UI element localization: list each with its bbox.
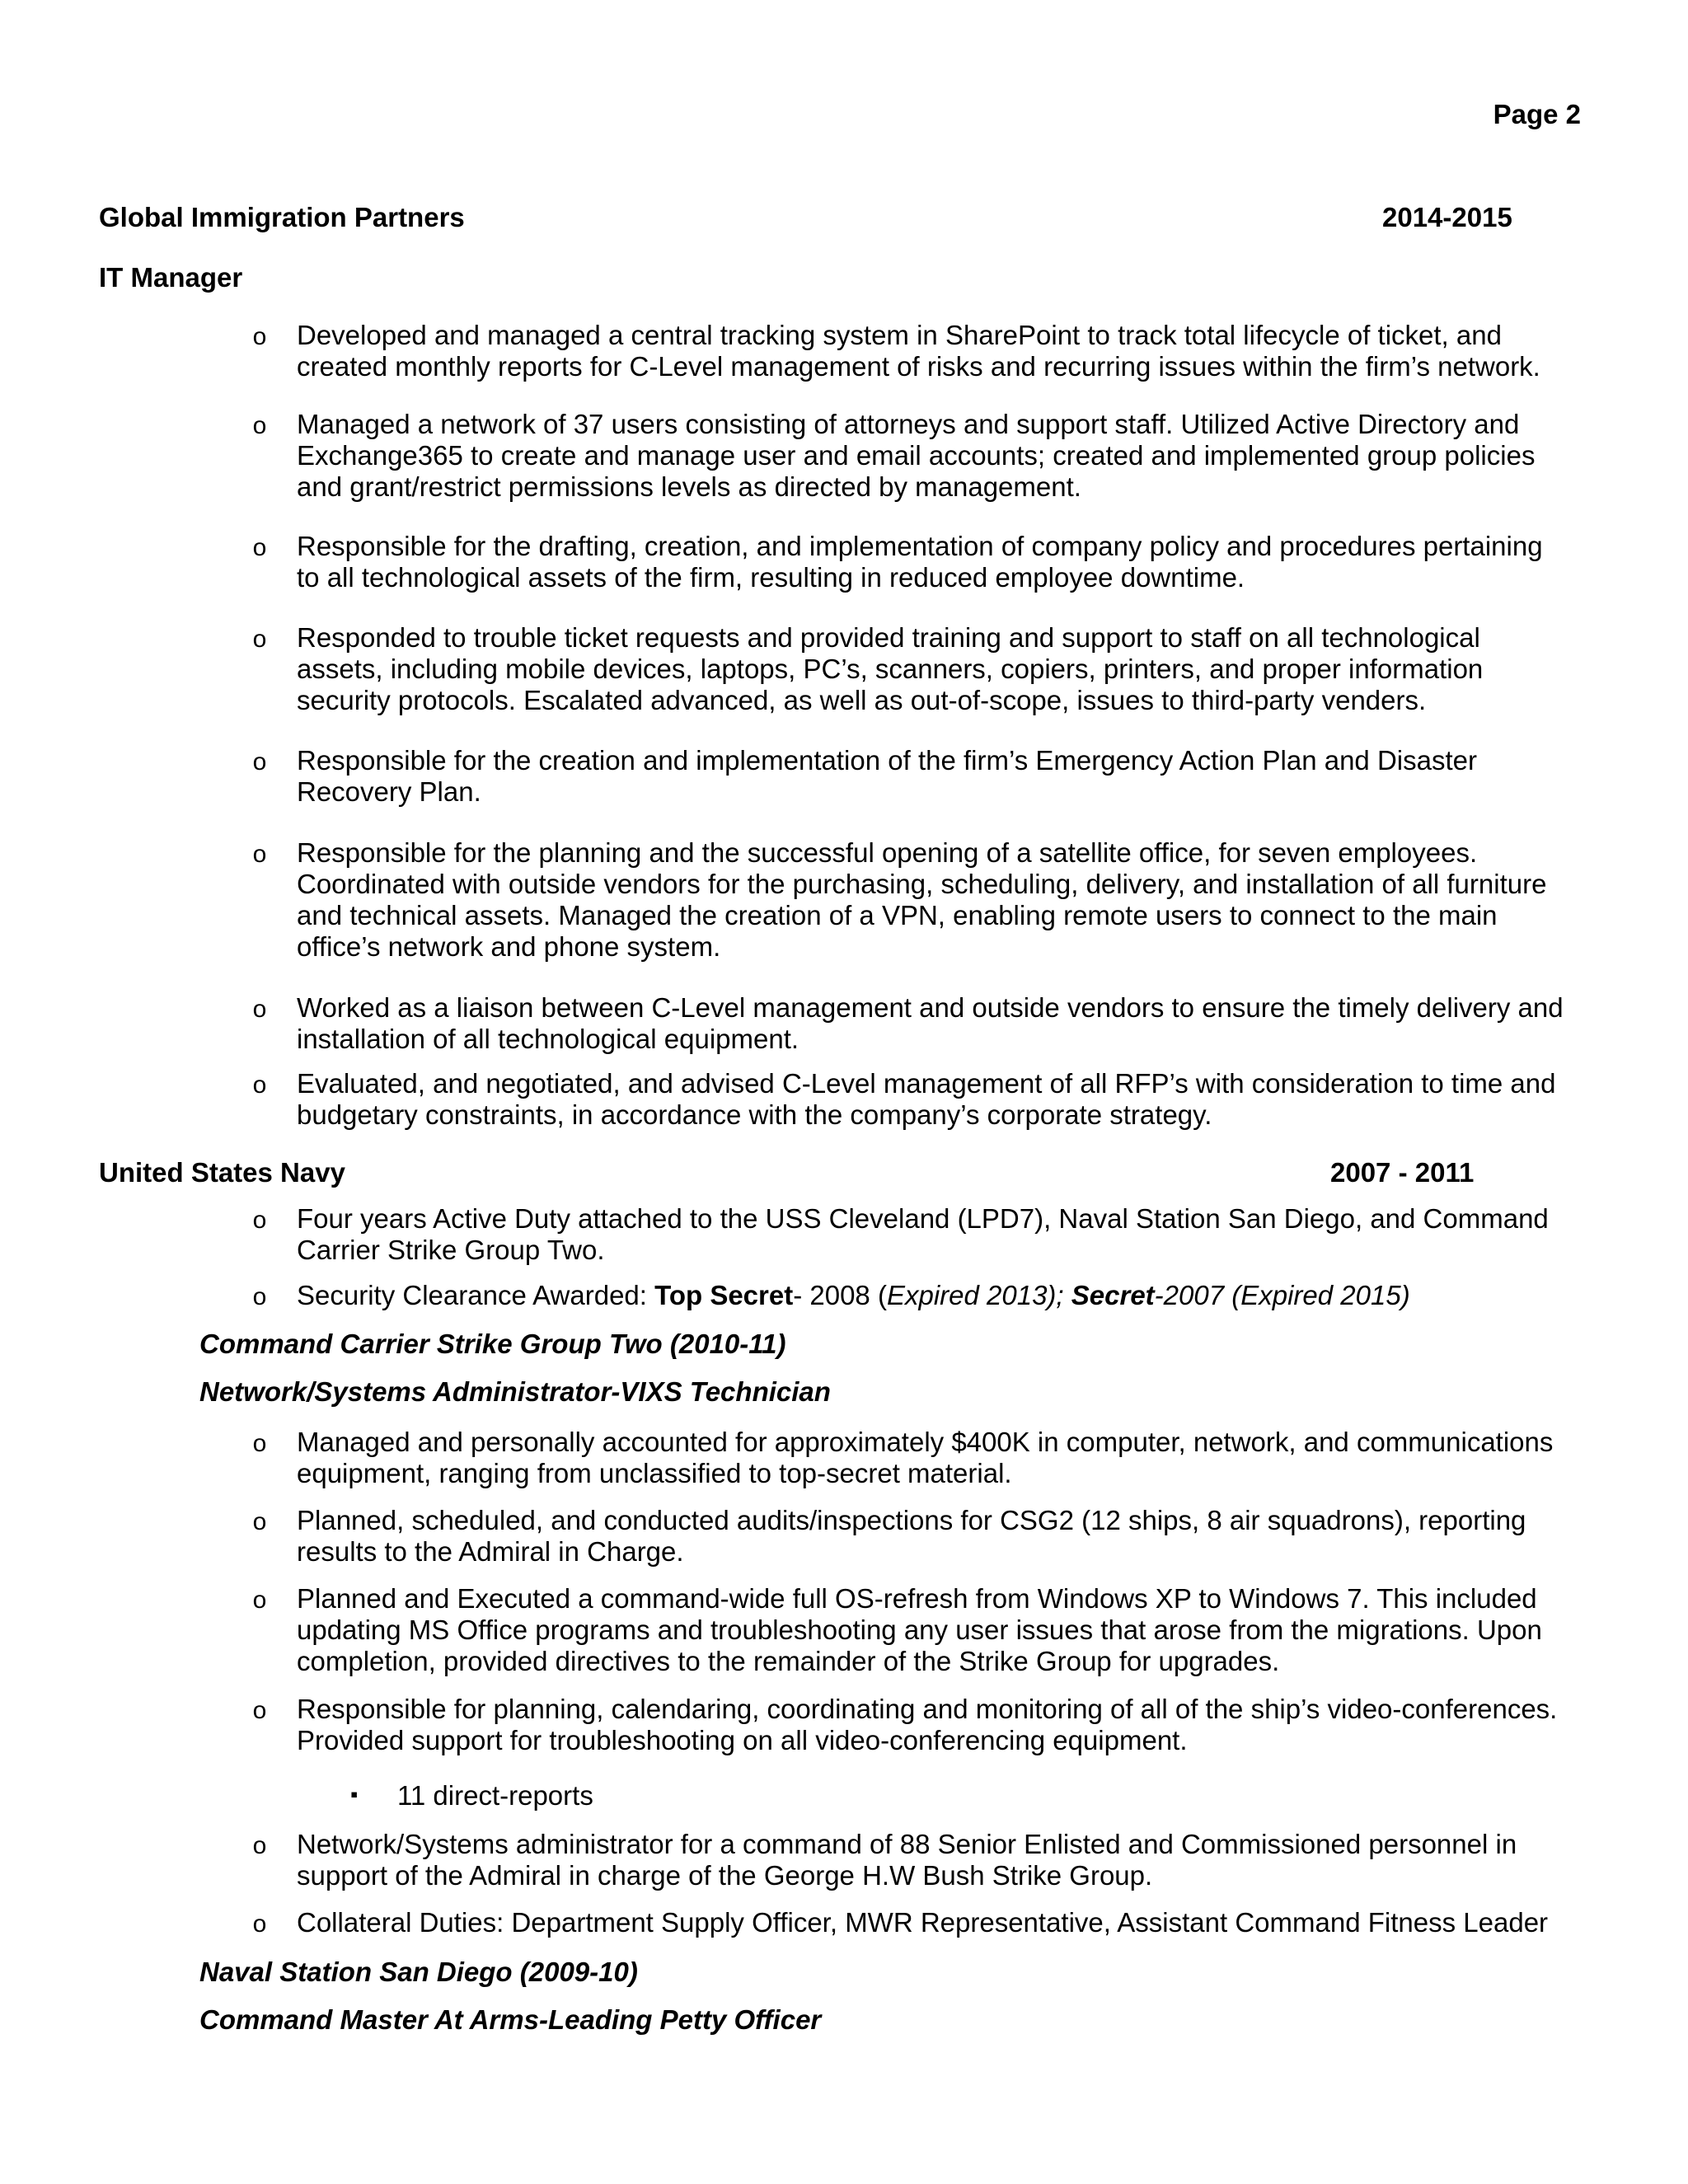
bullet-text: [297, 531, 1582, 593]
line: Responsible for the planning and the successful opening of a satellite office, for seven employees.: [297, 837, 1478, 868]
sub-bullet-marker: ▪: [350, 1782, 359, 1807]
bullet-text: [297, 1694, 1582, 1756]
line: Provided support for troubleshooting on all video-conferencing equipment.: [297, 1725, 1188, 1755]
bullet-text: [297, 992, 1582, 1055]
bullet-text: [297, 745, 1582, 808]
bullet-text: [297, 1068, 1582, 1131]
clearance-text: [297, 1280, 1582, 1311]
line: Managed and personally accounted for approximately $400K in computer, network, and communications: [297, 1427, 1554, 1457]
bullet-marker: o: [252, 1508, 267, 1535]
org-dates: 2014-2015: [1382, 202, 1512, 232]
bullet-marker: o: [252, 1697, 267, 1724]
org-name: Global Immigration Partners: [99, 202, 465, 232]
line: Planned, scheduled, and conducted audits/inspections for CSG2 (12 ships, 8 air squadrons), reporting: [297, 1505, 1526, 1535]
bullet-marker: o: [252, 1832, 267, 1859]
line: Managed a network of 37 users consisting of attorneys and support staff. Utilized Active Directory and: [297, 409, 1520, 439]
org-dates: 2007 - 2011: [1330, 1157, 1475, 1188]
line: security protocols. Escalated advanced, as well as out-of-scope, issues to third-party venders.: [297, 685, 1427, 715]
line: to all technological assets of the firm, resulting in reduced employee downtime.: [297, 562, 1245, 593]
bullet-marker: o: [252, 1910, 267, 1938]
bullet-marker: o: [252, 996, 267, 1023]
clearance-secret-rest: -2007 (Expired 2015): [1154, 1280, 1410, 1310]
bullet-marker: o: [252, 626, 267, 653]
bullet-marker: o: [252, 841, 267, 868]
role-heading: Command Master At Arms-Leading Petty Officer: [199, 2004, 822, 2035]
clearance-ts-expiry: Expired 2013);: [886, 1280, 1071, 1310]
line: Worked as a liaison between C-Level management and outside vendors to ensure the timely delivery and: [297, 992, 1564, 1023]
bullet-text: [297, 1829, 1582, 1891]
bullet-marker: o: [252, 1283, 267, 1310]
bullet-marker: o: [252, 1586, 267, 1614]
line: and grant/restrict permissions levels as directed by management.: [297, 471, 1081, 502]
line: updating MS Office programs and troubleshooting any user issues that arose from the migrations. Upon: [297, 1615, 1542, 1645]
line: results to the Admiral in Charge.: [297, 1536, 684, 1567]
line: equipment, ranging from unclassified to top-secret material.: [297, 1458, 1012, 1488]
unit-heading: Command Carrier Strike Group Two (2010-11): [199, 1329, 786, 1359]
role-heading: Network/Systems Administrator-VIXS Technician: [199, 1376, 831, 1407]
page-number: Page 2: [1493, 99, 1581, 129]
line: Responded to trouble ticket requests and provided training and support to staff on all technological: [297, 622, 1480, 653]
bullet-text: [297, 1583, 1582, 1677]
line: completion, provided directives to the remainder of the Strike Group for upgrades.: [297, 1646, 1280, 1676]
bullet-marker: o: [252, 412, 267, 439]
clearance-ts-year: - 2008 (: [793, 1280, 887, 1310]
job-title: IT Manager: [99, 262, 243, 293]
bullet-marker: o: [252, 534, 267, 561]
line: Developed and managed a central tracking system in SharePoint to track total lifecycle of ticket, and: [297, 320, 1502, 350]
bullet-marker: o: [252, 1430, 267, 1457]
sub-bullet-text: 11 direct-reports: [397, 1780, 593, 1811]
line: Carrier Strike Group Two.: [297, 1235, 605, 1265]
line: Evaluated, and negotiated, and advised C-Level management of all RFP’s with consideration to time and: [297, 1068, 1556, 1099]
line: assets, including mobile devices, laptops, PC’s, scanners, copiers, printers, and proper information: [297, 654, 1484, 684]
line: Responsible for planning, calendaring, coordinating and monitoring of all of the ship’s video-conferences.: [297, 1694, 1558, 1724]
line: and technical assets. Managed the creation of a VPN, enabling remote users to connect to the main: [297, 900, 1498, 930]
bullet-marker: o: [252, 1071, 267, 1099]
line: Coordinated with outside vendors for the purchasing, scheduling, delivery, and installation of all furniture: [297, 869, 1547, 899]
org-name: United States Navy: [99, 1157, 345, 1188]
line: created monthly reports for C-Level management of risks and recurring issues within the firm’s network.: [297, 351, 1540, 382]
bullet-text: [297, 1203, 1582, 1266]
line: Responsible for the drafting, creation, and implementation of company policy and procedures pertaining: [297, 531, 1543, 561]
bullet-text: [297, 837, 1582, 963]
bullet-text: [297, 622, 1582, 716]
bullet-text: [297, 409, 1582, 503]
bullet-text: [297, 1505, 1582, 1568]
clearance-prefix: Security Clearance Awarded:: [297, 1280, 655, 1310]
clearance-top-secret: Top Secret: [654, 1280, 794, 1310]
line: Responsible for the creation and implementation of the firm’s Emergency Action Plan and Disaster: [297, 745, 1477, 776]
line: office’s network and phone system.: [297, 931, 721, 962]
bullet-marker: o: [252, 323, 267, 350]
line: Recovery Plan.: [297, 776, 481, 807]
line: budgetary constraints, in accordance with the company’s corporate strategy.: [297, 1099, 1212, 1130]
line: Network/Systems administrator for a command of 88 Senior Enlisted and Commissioned personnel in: [297, 1829, 1517, 1859]
bullet-text: [297, 1907, 1582, 1938]
line: installation of all technological equipment.: [297, 1024, 799, 1054]
line: support of the Admiral in charge of the George H.W Bush Strike Group.: [297, 1860, 1153, 1891]
line: Four years Active Duty attached to the USS Cleveland (LPD7), Naval Station San Diego, and Command: [297, 1203, 1549, 1234]
bullet-text: [297, 1427, 1582, 1489]
line: Collateral Duties: Department Supply Officer, MWR Representative, Assistant Command Fitness Leader: [297, 1907, 1549, 1938]
bullet-text: [297, 320, 1582, 382]
clearance-secret: Secret: [1071, 1280, 1155, 1310]
line: Exchange365 to create and manage user and email accounts; created and implemented group policies: [297, 440, 1536, 471]
line: Planned and Executed a command-wide full OS-refresh from Windows XP to Windows 7. This included: [297, 1583, 1537, 1614]
unit-heading: Naval Station San Diego (2009-10): [199, 1957, 638, 1987]
bullet-marker: o: [252, 748, 267, 776]
bullet-marker: o: [252, 1207, 267, 1234]
